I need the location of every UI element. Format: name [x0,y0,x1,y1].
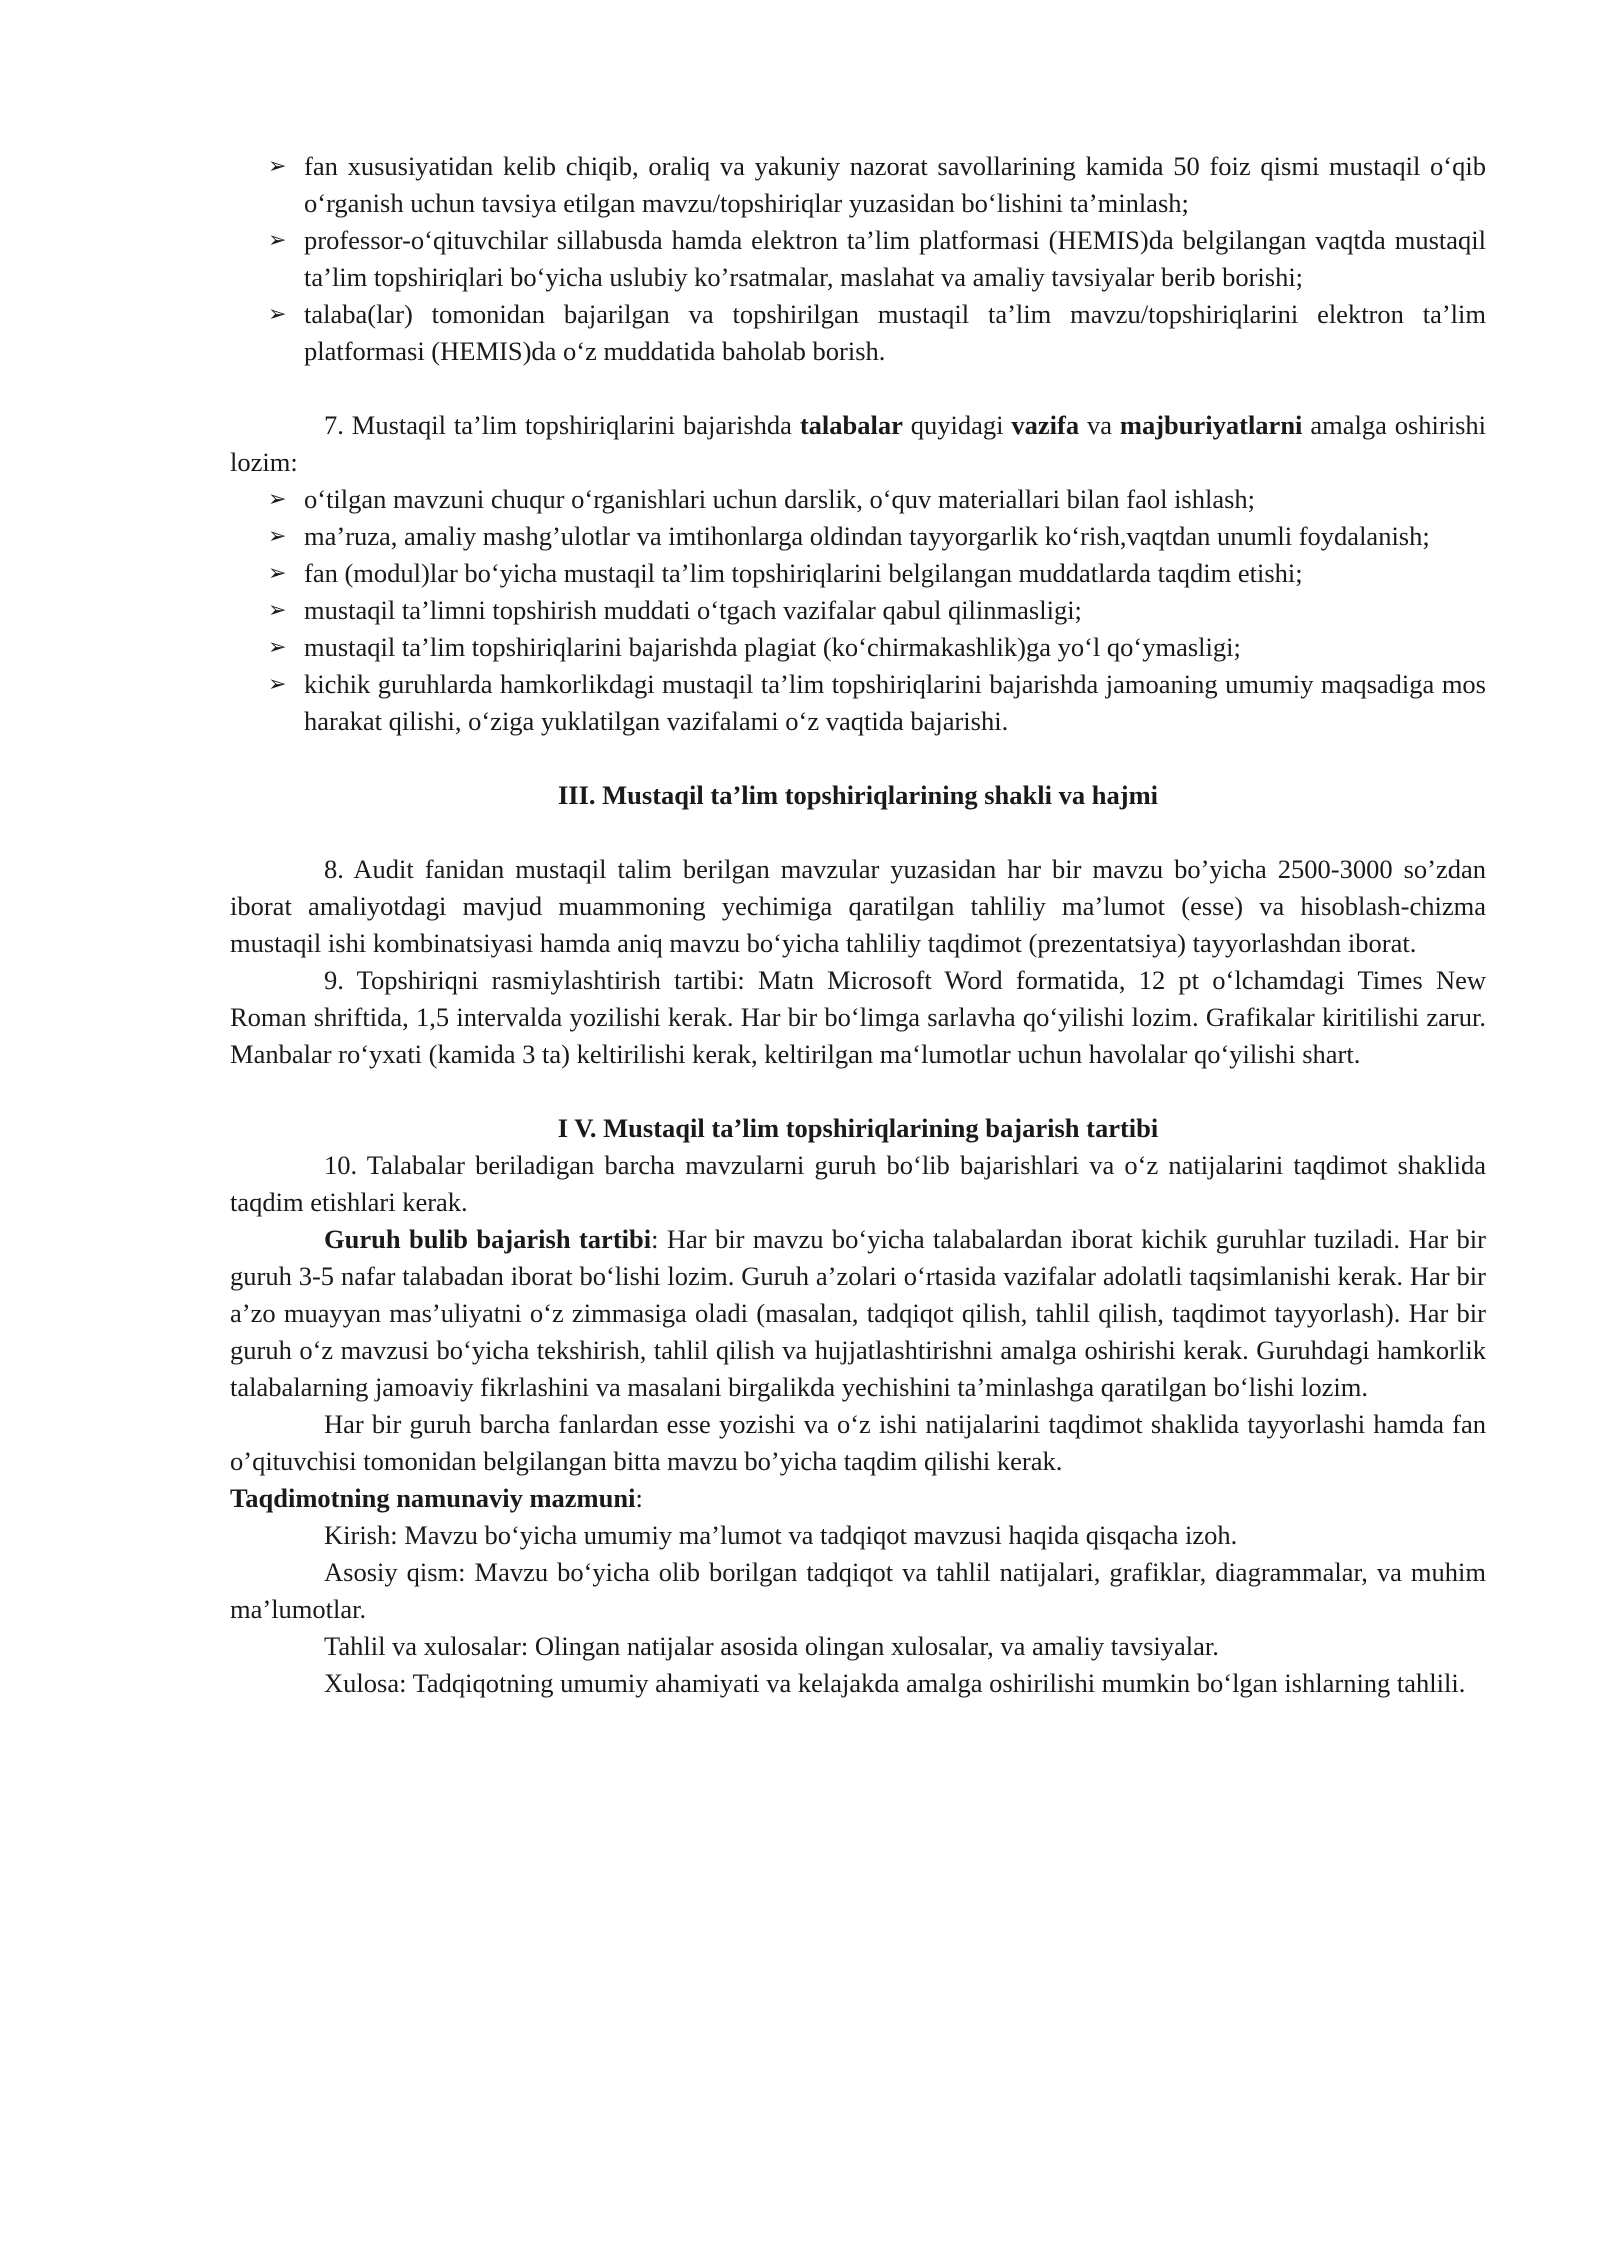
list-item: ➢ kichik guruhlarda hamkorlikdagi mustaqil ta’lim topshiriqlarini bajarishda jamoaning umumiy maqsadiga mos harakat qilishi, o‘ziga yuklatilgan vazifalami o‘z vaqtida bajarishi. [230,666,1486,740]
list-item: ➢ fan (modul)lar bo‘yicha mustaqil ta’lim topshiriqlarini belgilangan muddatlarda taqdim etishi; [230,555,1486,592]
paragraph-8: 8. Audit fanidan mustaqil talim berilgan mavzular yuzasidan har bir mavzu bo’yicha 2500-3000 so’zdan iborat amaliyotdagi mavjud muammoning yechimiga qaratilgan tahliliy ma’lumot (esse) va hisoblash-chizma mustaqil ishi kombinatsiyasi hamda aniq mavzu bo‘yicha tahliliy taqdimot (prezentatsiya) tayyorlashdan iborat. [230,854,1486,958]
arrow-bullet-icon: ➢ [268,598,287,623]
presentation-content-title: Taqdimotning namunaviy mazmuni: [230,1483,643,1513]
bullet-list-top [230,148,1486,370]
paragraph-each-group: Har bir guruh barcha fanlardan esse yozishi va o‘z ishi natijalarini taqdimot shaklida tayyorlashi hamda fan o’qituvchisi tomonidan belgilangan bitta mavzu bo’yicha taqdim qilishi kerak. [230,1409,1486,1476]
list-item: ➢ mustaqil ta’lim topshiriqlarini bajarishda plagiat (ko‘chirmakashlik)ga yo‘l qo‘ymasligi; [230,629,1486,666]
content-item-intro: Kirish: Mavzu bo‘yicha umumiy ma’lumot va tadqiqot mavzusi haqida qisqacha izoh. [324,1520,1238,1550]
document-page [230,148,1486,1702]
section-heading-4: I V. Mustaqil ta’lim topshiriqlarining bajarish tartibi [557,1113,1159,1143]
arrow-bullet-icon: ➢ [268,228,287,253]
paragraph-10: 10. Talabalar beriladigan barcha mavzularni guruh bo‘lib bajarishlari va o‘z natijalarini taqdimot shaklida taqdim etishlari kerak. [230,1150,1486,1217]
arrow-bullet-icon: ➢ [268,302,287,327]
bullet-list-duties [230,481,1486,740]
list-item: ➢ fan xususiyatidan kelib chiqib, oraliq va yakuniy nazorat savollarining kamida 50 foiz qismi mustaqil o‘qib o‘rganish uchun tavsiya etilgan mavzu/topshiriqlar yuzasidan bo‘lishini ta’minlash; [230,148,1486,222]
content-item-analysis: Tahlil va xulosalar: Olingan natijalar asosida olingan xulosalar, va amaliy tavsiyalar. [324,1631,1219,1661]
list-item: ➢ talaba(lar) tomonidan bajarilgan va topshirilgan mustaqil ta’lim mavzu/topshiriqlarini elektron ta’lim platformasi (HEMIS)da o‘z muddatida baholab borish. [230,296,1486,370]
arrow-bullet-icon: ➢ [268,561,287,586]
arrow-bullet-icon: ➢ [268,635,287,660]
list-item: ➢ mustaqil ta’limni topshirish muddati o‘tgach vazifalar qabul qilinmasligi; [230,592,1486,629]
arrow-bullet-icon: ➢ [268,524,287,549]
paragraph-7: 7. Mustaqil ta’lim topshiriqlarini bajarishda talabalar quyidagi vazifa va majburiyatlarni amalga oshirishi lozim: [230,410,1486,477]
paragraph-9: 9. Topshiriqni rasmiylashtirish tartibi: Matn Microsoft Word formatida, 12 pt o‘lchamdagi Times New Roman shriftida, 1,5 intervalda yozilishi kerak. Har bir bo‘limga sarlavha qo‘yilishi lozim. Grafikalar kiritilishi zarur. Manbalar ro‘yxati (kamida 3 ta) keltirilishi kerak, keltirilgan ma‘lumotlar uchun havolalar qo‘yilishi shart. [230,965,1486,1069]
list-item: ➢ o‘tilgan mavzuni chuqur o‘rganishlari uchun darslik, o‘quv materiallari bilan faol ishlash; [230,481,1486,518]
arrow-bullet-icon: ➢ [268,672,287,697]
list-item: ➢ ma’ruza, amaliy mashg’ulotlar va imtihonlarga oldindan tayyorgarlik ko‘rish,vaqtdan unumli foydalanish; [230,518,1486,555]
content-item-main: Asosiy qism: Mavzu bo‘yicha olib borilgan tadqiqot va tahlil natijalari, grafiklar, diagrammalar, va muhim ma’lumotlar. [230,1557,1486,1624]
content-item-conclusion: Xulosa: Tadqiqotning umumiy ahamiyati va kelajakda amalga oshirilishi mumkin bo‘lgan ishlarning tahlili. [324,1668,1466,1698]
paragraph-group-procedure: Guruh bulib bajarish tartibi: Har bir mavzu bo‘yicha talabalardan iborat kichik guruhlar tuziladi. Har bir guruh 3-5 nafar talabadan iborat bo‘lishi lozim. Guruh a’zolari o‘rtasida vazifalar adolatli taqsimlanishi kerak. Har bir a’zo muayyan mas’uliyatni o‘z zimmasiga oladi (masalan, tadqiqot qilish, tahlil qilish, taqdimot tayyorlash). Har bir guruh o‘z mavzusi bo‘yicha tekshirish, tahlil qilish va hujjatlashtirishni amalga oshirishi kerak. Guruhdagi hamkorlik talabalarning jamoaviy fikrlashini va masalani birgalikda yechishini ta’minlashga qaratilgan bo‘lishi lozim. [230,1224,1486,1402]
arrow-bullet-icon: ➢ [268,487,287,512]
list-item: ➢ professor-o‘qituvchilar sillabusda hamda elektron ta’lim platformasi (HEMIS)da belgilangan vaqtda mustaqil ta’lim topshiriqlari bo‘yicha uslubiy ko’rsatmalar, maslahat va amaliy tavsiyalar berib borishi; [230,222,1486,296]
section-heading-3: III. Mustaqil ta’lim topshiriqlarining shakli va hajmi [557,780,1159,810]
arrow-bullet-icon: ➢ [268,154,287,179]
